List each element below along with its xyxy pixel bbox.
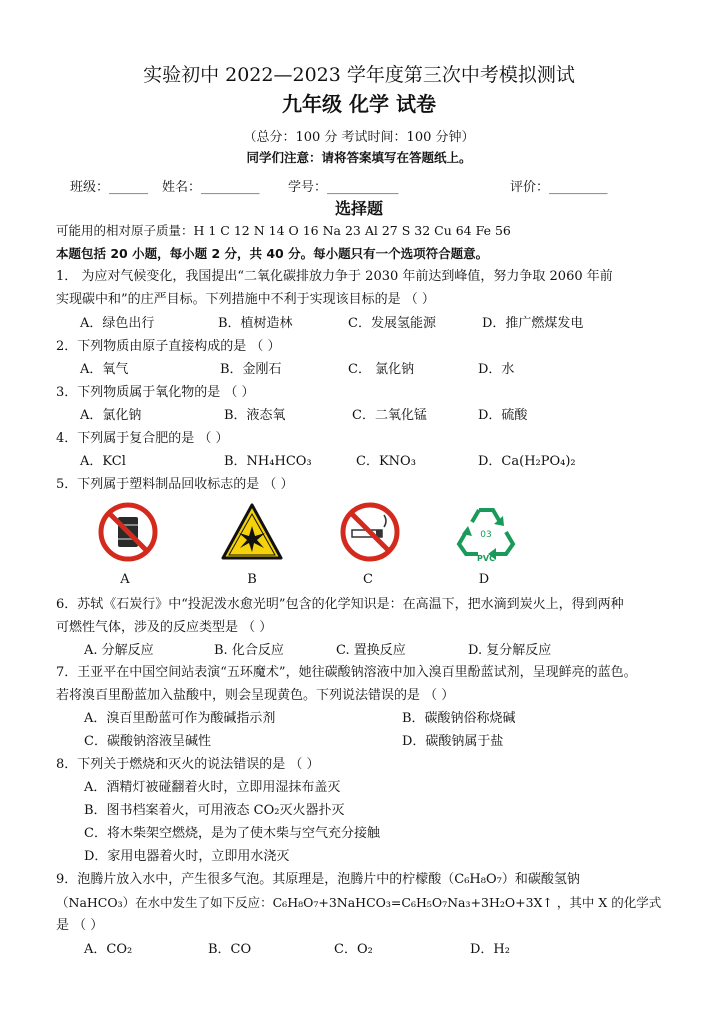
q6-stem-2: 可燃性气体，涉及的反应类型是 （ ）: [56, 620, 273, 635]
exam-meta: （总分：100 分 考试时间：100 分钟）: [243, 130, 475, 145]
q5-label-c: C: [363, 572, 373, 587]
q1-stem-2: 实现碳中和”的庄严目标。下列措施中不利于实现该目标的是 （ ）: [56, 292, 435, 307]
q8-option-c: C．将木柴架空燃烧，是为了使木柴与空气充分接触: [84, 826, 380, 841]
q9-stem-1: 9．泡腾片放入水中，产生很多气泡。其原理是，泡腾片中的柠檬酸（C₆H₈O₇）和碳酸氢钠: [56, 872, 580, 887]
q1-option-a: A．绿色出行: [80, 316, 155, 331]
q9-option-c: C．O₂: [334, 942, 373, 957]
q4-option-c: C．KNO₃: [356, 454, 416, 469]
q2-option-c: C． 氯化钠: [348, 362, 415, 377]
q3-stem: 3．下列物质属于氧化物的是 （ ）: [56, 385, 255, 400]
q4-option-b: B．NH₄HCO₃: [224, 454, 312, 469]
q8-option-b: B．图书档案着火，可用液态 CO₂灭火器扑灭: [84, 803, 345, 818]
q3-option-a: A．氯化钠: [80, 408, 142, 423]
section-instructions: 本题包括 20 小题，每小题 2 分，共 40 分。每小题只有一个选项符合题意。: [56, 246, 489, 261]
class-field: 班级：______: [70, 180, 149, 195]
student-info-row: [70, 176, 630, 194]
no-smoking-sign-icon: [338, 500, 402, 564]
q6-option-c: C. 置换反应: [336, 643, 406, 658]
explosive-warning-icon: [220, 500, 284, 564]
q4-stem: 4．下列属于复合肥的是 （ ）: [56, 431, 229, 446]
q6-option-b: B. 化合反应: [214, 643, 284, 658]
q7-stem-1: 7．王亚平在中国空间站表演“五环魔术”，她往碳酸钠溶液中加入溴百里酚蓝试剂，呈现鲜亮的蓝色。: [56, 665, 637, 680]
pvc-code: 03: [480, 530, 492, 540]
q7-option-a: A．溴百里酚蓝可作为酸碱指示剂: [84, 711, 276, 726]
q6-stem-1: 6．苏轼《石炭行》中“投泥泼水愈光明”包含的化学知识是：在高温下，把水滴到炭火上，得到两种: [56, 597, 624, 612]
q6-option-d: D. 复分解反应: [468, 643, 552, 658]
name-field: 姓名：_________: [162, 180, 260, 195]
score-field: 评价：_________: [510, 180, 608, 195]
q2-option-b: B．金刚石: [220, 362, 282, 377]
q8-option-d: D．家用电器着火时，立即用水浇灭: [84, 849, 290, 864]
q1-stem-1: 1． 为应对气候变化，我国提出“二氧化碳排放力争于 2030 年前达到峰值，努力争取 2060 年前: [56, 269, 613, 284]
q7-option-c: C．碳酸钠溶液呈碱性: [84, 734, 211, 749]
q8-option-a: A．酒精灯被碰翻着火时，立即用湿抹布盖灭: [84, 780, 341, 795]
q3-option-d: D．硫酸: [478, 408, 528, 423]
q2-option-d: D．水: [478, 362, 515, 377]
q6-option-a: A. 分解反应: [84, 643, 154, 658]
q9-stem-3: 是 （ ）: [56, 918, 104, 933]
q3-option-c: C．二氧化锰: [352, 408, 427, 423]
q1-option-c: C．发展氢能源: [348, 316, 436, 331]
id-field: 学号：___________: [288, 180, 399, 195]
q9-stem-2: （NaHCO₃）在水中发生了如下反应：C₆H₈O₇+3NaHCO₃=C₆H₅O₇Na₃+3H₂O+3X↑ ，其中 X 的化学式: [56, 895, 662, 910]
q1-option-d: D．推广燃煤发电: [482, 316, 584, 331]
exam-title: 实验初中 2022—2023 学年度第三次中考模拟测试: [143, 64, 575, 86]
q5-label-a: A: [120, 572, 130, 587]
q5-stem: 5．下列属于塑料制品回收标志的是 （ ）: [56, 477, 294, 492]
q1-option-b: B．植树造林: [218, 316, 293, 331]
pvc-label: PVC: [477, 554, 495, 563]
section-title: 选择题: [334, 199, 383, 218]
q7-stem-2: 若将溴百里酚蓝加入盐酸中，则会呈现黄色。下列说法错误的是 （ ）: [56, 688, 455, 703]
q2-stem: 2．下列物质由原子直接构成的是 （ ）: [56, 339, 281, 354]
atomic-masses: 可能用的相对原子质量：H 1 C 12 N 14 O 16 Na 23 Al 27 S 32 Cu 64 Fe 56: [56, 223, 511, 238]
q3-option-b: B．液态氧: [224, 408, 286, 423]
q9-option-d: D．H₂: [470, 942, 510, 957]
no-barrel-sign-icon: [96, 500, 160, 564]
q4-option-d: D．Ca(H₂PO₄)₂: [478, 454, 576, 469]
q2-option-a: A．氧气: [80, 362, 129, 377]
q9-option-a: A．CO₂: [84, 942, 133, 957]
q7-option-b: B．碳酸钠俗称烧碱: [402, 711, 516, 726]
q8-stem: 8．下列关于燃烧和灭火的说法错误的是 （ ）: [56, 757, 320, 772]
exam-subtitle: 九年级 化学 试卷: [282, 92, 436, 116]
q7-option-d: D．碳酸钠属于盐: [402, 734, 504, 749]
q4-option-a: A．KCl: [80, 454, 126, 469]
q5-label-b: B: [247, 572, 257, 587]
q9-option-b: B．CO: [208, 942, 252, 957]
q5-label-d: D: [478, 572, 490, 587]
exam-notice: 同学们注意：请将答案填写在答题纸上。: [246, 150, 472, 165]
